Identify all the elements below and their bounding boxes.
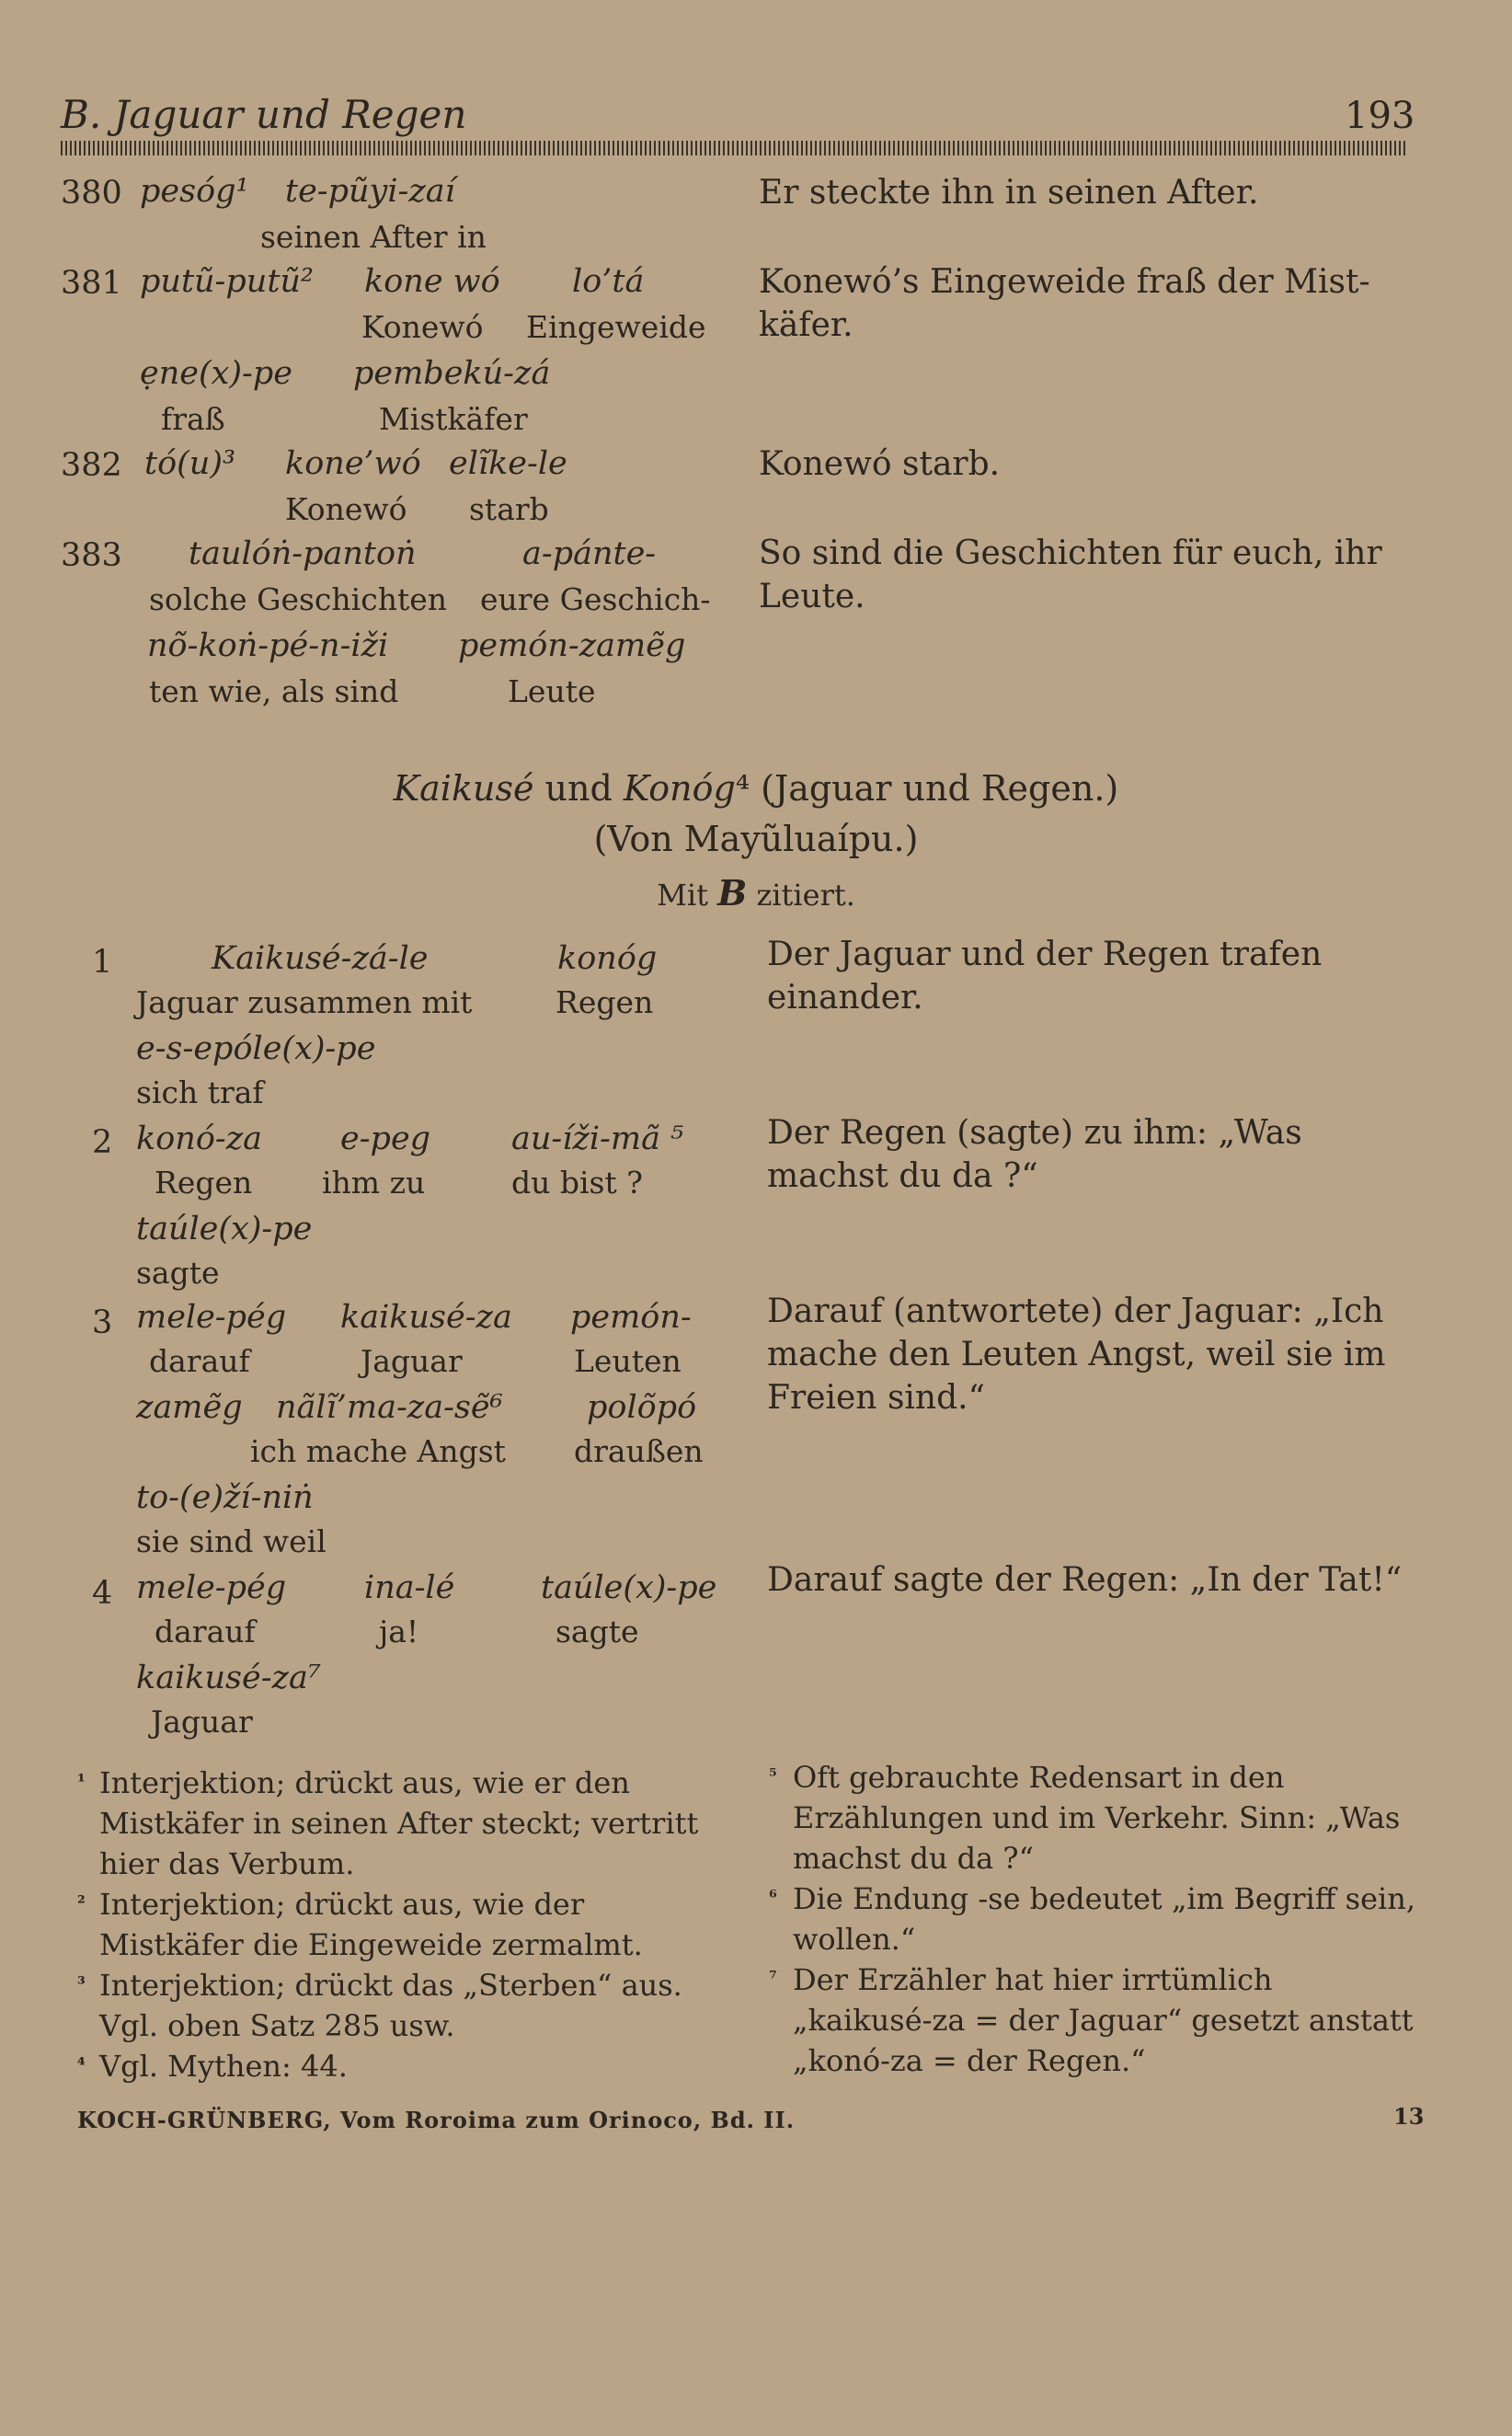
native-word: kone wó [364, 263, 500, 300]
gloss: darauf [149, 1343, 250, 1379]
native-word: putũ-putũ² [140, 263, 314, 300]
native-word: a-pánte- [522, 535, 657, 572]
gloss: ja! [379, 1614, 419, 1649]
gloss: sagte [136, 1255, 220, 1291]
native-word: ẹne(x)-pe [140, 355, 292, 392]
gloss: Jaguar zusammen mit [136, 984, 473, 1020]
cited-letter: B [717, 872, 748, 914]
native-word: taúle(x)-pe [541, 1569, 717, 1606]
gloss: Leute [508, 673, 596, 709]
native-word: konóg [557, 940, 658, 977]
native-word: zamẽg [136, 1389, 243, 1426]
gloss: Regen [556, 984, 654, 1020]
gloss: sagte [556, 1614, 639, 1649]
native-word: kaikusé-za [340, 1299, 512, 1336]
native-word: nõ-koṅ-pé-n-iži [147, 627, 389, 664]
footnote: Interjektion; drückt aus, wie er den Mistkäfer in seinen After steckt; vertritt hier das Verbum. [99, 1765, 699, 1881]
gloss: Regen [155, 1165, 253, 1201]
native-word: lo’tá [572, 263, 645, 300]
translation: Der Jaguar und der Regen trafen einander. [767, 936, 1323, 1017]
gloss: Leuten [574, 1343, 682, 1379]
title-regen: Konóg [623, 768, 736, 809]
native-word: to-(e)ží-niṅ [136, 1479, 314, 1516]
footnote-mark: ⁷ [769, 1967, 777, 1989]
sentence-number: 383 [61, 537, 122, 574]
footnote: Die Endung -se bedeutet „im Begriff sein, wollen.“ [793, 1881, 1416, 1957]
gloss: Mistkäfer [379, 401, 528, 437]
native-word: e-peg [340, 1120, 431, 1157]
native-word: mele-pég [136, 1299, 287, 1336]
gloss: Konewó [285, 491, 407, 527]
translation: Konewó starb. [759, 445, 1001, 483]
native-word: te-pũyi-zaí [285, 173, 455, 210]
translation: Darauf sagte der Regen: „In der Tat!“ [767, 1561, 1403, 1599]
cited-word: Mit [657, 878, 708, 913]
gloss: seinen After in [260, 219, 487, 255]
title-translation: (Jaguar und Regen.) [761, 768, 1119, 809]
gloss: ten wie, als sind [149, 673, 399, 709]
footnote: Interjektion; drückt aus, wie der Mistkäfer die Eingeweide zermalmt. [99, 1887, 643, 1962]
footnote: Vgl. Mythen: 44. [99, 2049, 348, 2084]
title-jaguar: Kaikusé [393, 768, 534, 809]
gloss: du bist ? [511, 1165, 643, 1201]
native-word: kaikusé-za⁷ [136, 1660, 321, 1696]
gloss: starb [469, 491, 549, 527]
footnote-mark: ⁴ [77, 2053, 86, 2075]
footnote-mark: ⁶ [769, 1886, 777, 1908]
gloss: fraß [161, 401, 225, 437]
native-word: taúle(x)-pe [136, 1211, 313, 1247]
story-source: (Von Mayũluaípu.) [593, 819, 919, 859]
footnote-mark: ² [77, 1891, 86, 1913]
footnote-mark: ¹ [77, 1770, 86, 1792]
native-word: pembekú-zá [353, 355, 551, 392]
sentence-number: 380 [61, 175, 122, 212]
gloss: eure Geschich- [480, 581, 711, 617]
native-word: konó-za [136, 1120, 263, 1157]
sentence-number: 2 [92, 1124, 113, 1161]
sentence-number: 381 [61, 265, 122, 302]
footnote-mark: ³ [77, 1972, 86, 1994]
footnote-mark: ⁵ [769, 1764, 777, 1787]
gloss: darauf [155, 1614, 256, 1649]
gloss: ihm zu [322, 1165, 426, 1201]
native-word: pemón- [570, 1299, 692, 1336]
gloss: sich traf [136, 1074, 264, 1110]
page-number: 193 [1345, 95, 1415, 137]
gloss: ich mache Angst [250, 1433, 506, 1469]
running-head-title: B. Jaguar und Regen [61, 92, 467, 137]
native-word: au-íži-mã ⁵ [511, 1120, 684, 1157]
native-word: ina-lé [364, 1569, 455, 1606]
signature-mark: 13 [1393, 2103, 1425, 2130]
translation: Der Regen (sagte) zu ihm: „Was machst du da ?“ [767, 1114, 1302, 1195]
native-word: pemón-zamẽg [458, 627, 686, 664]
sentence-number: 382 [61, 447, 122, 484]
cited-word-2: zitiert. [756, 878, 855, 913]
story-title [0, 768, 1512, 809]
native-word: tó(u)³ [144, 445, 236, 482]
citation-note [0, 872, 1512, 914]
sentence-number: 1 [92, 944, 113, 981]
native-word: Kaikusé-zá-le [212, 940, 429, 977]
footnote: Interjektion; drückt das „Sterben“ aus. Vgl. oben Satz 285 usw. [99, 1968, 682, 2043]
native-word: nãlĩ’ma-za-sẽ⁶ [276, 1389, 503, 1426]
sentence-number: 4 [92, 1575, 113, 1612]
title-und: und [544, 768, 613, 809]
native-word: taulóṅ-pantoṅ [189, 535, 417, 572]
header-rule [61, 141, 1405, 155]
gloss: sie sind weil [136, 1523, 326, 1559]
footnote: Oft gebrauchte Redensart in den Erzählungen und im Verkehr. Sinn: „Was machst du da ?“ [793, 1760, 1401, 1876]
native-word: kone’wó [285, 445, 421, 482]
translation: So sind die Geschichten für euch, ihr Leute. [759, 534, 1382, 615]
translation: Darauf (antwortete) der Jaguar: „Ich mache den Leuten Angst, weil sie im Freien sind.“ [767, 1293, 1386, 1417]
native-word: pesóg¹ [140, 173, 249, 210]
gloss: Jaguar [151, 1704, 253, 1740]
gloss: solche Geschichten [149, 581, 448, 617]
native-word: e-s-epóle(x)-pe [136, 1030, 376, 1067]
gloss: Konewó [361, 309, 484, 345]
sentence-number: 3 [92, 1304, 113, 1341]
translation: Er steckte ihn in seinen After. [759, 174, 1259, 212]
book-footer: KOCH-GRÜNBERG, Vom Roroima zum Orinoco, Bd. II. [77, 2107, 796, 2133]
native-word: mele-pég [136, 1569, 287, 1606]
gloss: Jaguar [361, 1343, 463, 1379]
gloss: draußen [574, 1433, 704, 1469]
footnote: Der Erzähler hat hier irrtümlich „kaikusé-za = der Jaguar“ gesetzt anstatt „konó-za = der Regen.“ [793, 1962, 1414, 2078]
native-word: polõpó [587, 1389, 697, 1426]
gloss: Eingeweide [526, 309, 706, 345]
translation: Konewó’s Eingeweide fraß der Mist-käfer. [759, 263, 1370, 344]
native-word: elĩke-le [449, 445, 567, 482]
title-footnote-mark: ⁴ [735, 768, 750, 809]
